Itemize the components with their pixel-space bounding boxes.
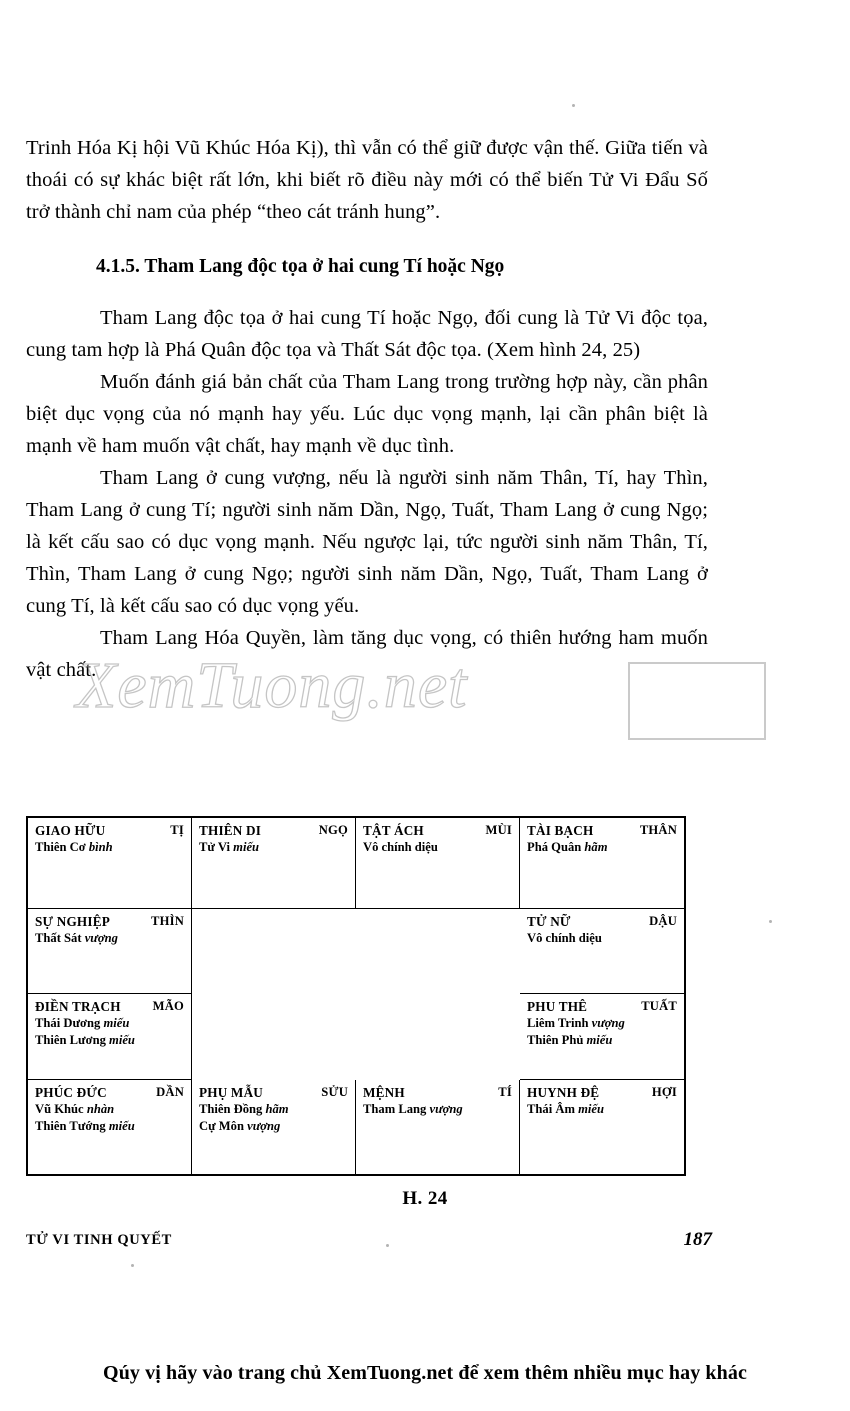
branch-label: NGỌ bbox=[318, 823, 348, 837]
paragraph-1: Tham Lang độc tọa ở hai cung Tí hoặc Ngọ, đối cung là Tử Vi độc tọa, cung tam hợp là Phá Quân độc tọa và Thất Sát độc tọa. (Xem hình 24, 25) bbox=[26, 307, 708, 361]
star-line bbox=[199, 1101, 349, 1118]
star-name: Vô chính diệu bbox=[527, 930, 602, 945]
branch-label: MÙI bbox=[485, 823, 512, 837]
paragraph-4: Tham Lang Hóa Quyền, làm tăng dục vọng, có thiên hướng ham muốn vật chất. bbox=[26, 627, 708, 681]
star-name: Thiên Đồng bbox=[199, 1101, 263, 1116]
footer-book-title: TỬ VI TINH QUYẾT bbox=[26, 1232, 172, 1248]
palace-label: MỆNH bbox=[363, 1084, 405, 1100]
chart-cell-tai-bach bbox=[520, 818, 684, 909]
chart-cell-phu-mau bbox=[192, 1080, 356, 1174]
palace-name bbox=[199, 823, 349, 839]
paragraph-3: Tham Lang ở cung vượng, nếu là người sinh năm Thân, Tí, hay Thìn, Tham Lang ở cung Tí; người sinh năm Dần, Ngọ, Tuất, Tham Lang ở cung Ngọ; là kết cấu sao có dục vọng mạnh. Nếu ngược lại, tức người sinh năm Thân, Tí, Thìn, Tham Lang ở cung Ngọ; người sinh năm Dần, Ngọ, Tuất, Tham Lang ở cung Tí, là kết cấu sao có dục vọng yếu. bbox=[26, 467, 708, 617]
palace-name bbox=[199, 1085, 349, 1101]
branch-label: TÍ bbox=[498, 1084, 512, 1099]
chart-cell-thien-di bbox=[192, 818, 356, 909]
star-name: Phá Quân bbox=[527, 840, 582, 854]
palace-name bbox=[35, 914, 185, 930]
star-state: miếu bbox=[103, 1016, 130, 1031]
palace-label: TẬT ÁCH bbox=[363, 823, 424, 838]
chart-cell-phu-the bbox=[520, 994, 684, 1079]
star-state: hãm bbox=[584, 840, 608, 854]
palace-label: THIÊN DI bbox=[199, 823, 262, 838]
star-state: vượng bbox=[429, 1101, 463, 1116]
chart-cell-tu-nu bbox=[520, 909, 684, 994]
page-number: 187 bbox=[683, 1229, 712, 1250]
star-state: miếu bbox=[233, 840, 260, 854]
palace-label: PHỤ MẪU bbox=[199, 1084, 264, 1100]
star-line bbox=[527, 1015, 678, 1032]
page-speck bbox=[572, 104, 575, 107]
palace-name bbox=[527, 914, 678, 930]
star-name: Liêm Trinh bbox=[527, 1016, 589, 1031]
star-name: Thái Dương bbox=[35, 1016, 101, 1031]
star-state: hãm bbox=[265, 1101, 289, 1116]
palace-name bbox=[527, 1085, 678, 1101]
star-line bbox=[527, 1101, 678, 1118]
palace-label: SỰ NGHIỆP bbox=[35, 913, 110, 929]
palace-label: PHU THÊ bbox=[527, 999, 588, 1015]
star-line bbox=[35, 930, 185, 947]
palace-label: TỬ NỮ bbox=[527, 913, 571, 929]
star-state: vượng bbox=[247, 1118, 281, 1133]
paragraph-continued: Trinh Hóa Kị hội Vũ Khúc Hóa Kị), thì vẫn có thể giữ được vận thế. Giữa tiến và thoái có sự khác biệt rất lớn, khi biết rõ điều này mới có thể biến Tử Vi Đẩu Số trở thành chỉ nam của phép “theo cát tránh hung”. bbox=[26, 137, 708, 223]
star-name: Tử Vi bbox=[199, 840, 231, 854]
branch-label: SỬU bbox=[321, 1084, 348, 1099]
palace-name bbox=[527, 823, 678, 839]
star-line bbox=[35, 1015, 185, 1032]
star-state: miếu bbox=[586, 1033, 613, 1048]
chart-cell-giao-huu bbox=[28, 818, 192, 909]
star-state: miếu bbox=[109, 1033, 135, 1048]
page-speck bbox=[131, 1264, 134, 1267]
star-line bbox=[363, 1101, 513, 1118]
branch-label: DẦN bbox=[156, 1084, 184, 1099]
page-body bbox=[26, 132, 708, 686]
branch-label: DẬU bbox=[649, 913, 677, 928]
watermark-text: XemTuong.net bbox=[76, 649, 468, 722]
palace-label: GIAO HỮU bbox=[35, 823, 106, 838]
star-line bbox=[527, 839, 678, 856]
astrology-chart bbox=[26, 816, 686, 1176]
chart-cell-phuc-duc bbox=[28, 1080, 192, 1174]
star-state: vượng bbox=[84, 930, 118, 945]
star-name: Thiên Phủ bbox=[527, 1033, 584, 1048]
star-name: Thiên Cơ bbox=[35, 840, 86, 854]
chart-cell-menh bbox=[356, 1080, 520, 1174]
star-name: Vô chính diệu bbox=[363, 840, 438, 854]
branch-label: HỢI bbox=[651, 1084, 677, 1099]
star-name: Thiên Lương bbox=[35, 1033, 106, 1048]
star-line bbox=[363, 839, 513, 856]
star-line bbox=[35, 1032, 185, 1049]
palace-name bbox=[527, 999, 678, 1015]
star-state: miếu bbox=[108, 1118, 135, 1133]
palace-name bbox=[363, 1085, 513, 1101]
page-speck bbox=[769, 920, 772, 923]
branch-label: MÃO bbox=[152, 999, 184, 1014]
palace-label: ĐIỀN TRẠCH bbox=[35, 999, 121, 1015]
star-name: Vũ Khúc bbox=[35, 1101, 84, 1116]
star-state: vượng bbox=[591, 1016, 625, 1031]
star-line bbox=[199, 839, 349, 856]
branch-label: THÂN bbox=[639, 823, 677, 837]
paragraph-2: Muốn đánh giá bản chất của Tham Lang trong trường hợp này, cần phân biệt dục vọng của nó mạnh hay yếu. Lúc dục vọng mạnh, lại cần phân biệt là mạnh về ham muốn vật chất, hay mạnh về dục tình. bbox=[26, 371, 708, 457]
star-name: Thái Âm bbox=[527, 1101, 575, 1116]
palace-name bbox=[35, 823, 185, 839]
star-state: nhàn bbox=[86, 1101, 115, 1116]
star-line bbox=[527, 930, 678, 947]
figure-caption: H. 24 bbox=[402, 1188, 448, 1209]
chart-cell-tat-ach bbox=[356, 818, 520, 909]
palace-name bbox=[35, 1085, 185, 1101]
palace-name bbox=[35, 999, 185, 1015]
star-line bbox=[35, 839, 185, 856]
star-line bbox=[199, 1118, 349, 1135]
star-name: Thiên Tướng bbox=[35, 1118, 106, 1133]
palace-name bbox=[363, 823, 513, 839]
palace-label: TÀI BẠCH bbox=[527, 823, 594, 838]
chart-cell-huynh-de bbox=[520, 1080, 684, 1174]
palace-label: PHÚC ĐỨC bbox=[35, 1084, 107, 1100]
star-line bbox=[527, 1032, 678, 1049]
chart-cell-su-nghiep bbox=[28, 909, 192, 994]
star-name: Tham Lang bbox=[363, 1101, 427, 1116]
star-line bbox=[35, 1101, 185, 1118]
star-name: Thất Sát bbox=[35, 930, 82, 945]
chart-cell-dien-trach bbox=[28, 994, 192, 1079]
star-name: Cự Môn bbox=[199, 1118, 244, 1133]
star-state: miếu bbox=[578, 1101, 604, 1116]
branch-label: TỊ bbox=[170, 823, 184, 837]
site-banner: Qúy vị hãy vào trang chủ XemTuong.net để xem thêm nhiều mục hay khác bbox=[103, 1362, 747, 1384]
section-heading: 4.1.5. Tham Lang độc tọa ở hai cung Tí hoặc Ngọ bbox=[96, 256, 505, 277]
palace-label: HUYNH ĐỆ bbox=[527, 1084, 600, 1100]
star-line bbox=[35, 1118, 185, 1135]
branch-label: TUẤT bbox=[641, 999, 677, 1014]
branch-label: THÌN bbox=[151, 913, 184, 928]
star-state: bình bbox=[88, 840, 113, 854]
page-speck bbox=[386, 1244, 389, 1247]
